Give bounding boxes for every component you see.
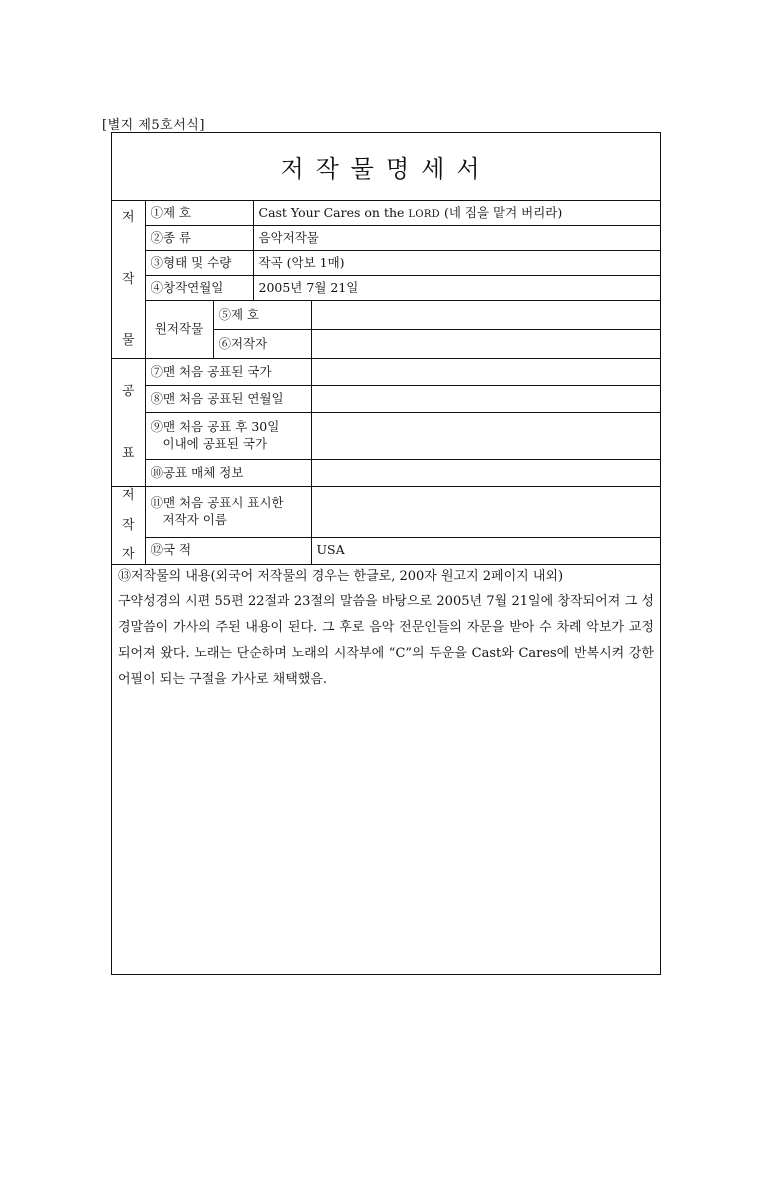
- form-quantity-value: 작곡 (악보 1매): [253, 251, 660, 276]
- title-value: Cast Your Cares on the LORD (네 짐을 맡겨 버리라): [253, 201, 660, 226]
- publication-within30-label: ⑨맨 처음 공표 후 30일 이내에 공표된 국가: [145, 413, 311, 460]
- title-label: ①제 호: [145, 201, 253, 226]
- original-author-value: [311, 330, 660, 359]
- original-work-label: 원저작물: [145, 301, 213, 359]
- work-description-form: [111, 132, 661, 975]
- table-row: [112, 359, 660, 386]
- form-title: 저작물명세서: [112, 133, 660, 201]
- table-row: [112, 201, 660, 226]
- content-heading: ⑬저작물의 내용(외국어 저작물의 경우는 한글로, 200자 원고지 2페이지 내외): [118, 569, 564, 584]
- publication-date-label: ⑧맨 처음 공표된 연월일: [145, 386, 311, 413]
- author-name-value: [311, 487, 660, 538]
- creation-date-value: 2005년 7월 21일: [253, 276, 660, 301]
- table-row: [112, 460, 660, 487]
- nationality-value: USA: [311, 537, 660, 564]
- publication-media-label: ⑩공표 매체 정보: [145, 460, 311, 487]
- form-number-label: [별지 제5호서식]: [102, 118, 205, 133]
- table-row: [112, 251, 660, 276]
- table-row: [112, 413, 660, 460]
- original-title-label: ⑤제 호: [213, 301, 311, 330]
- table-row: [112, 226, 660, 251]
- form-quantity-label: ③형태 및 수량: [145, 251, 253, 276]
- publication-country-value: [311, 359, 660, 386]
- table-row: [112, 276, 660, 301]
- publication-media-value: [311, 460, 660, 487]
- table-row: [112, 386, 660, 413]
- table-row: [112, 487, 660, 538]
- content-section: [118, 567, 654, 693]
- author-name-label: ⑪맨 처음 공표시 표시한 저작자 이름: [145, 487, 311, 538]
- table-row: [112, 537, 660, 564]
- original-author-label: ⑥저작자: [213, 330, 311, 359]
- section-publication-header: 공 표: [112, 359, 145, 487]
- nationality-label: ⑫국 적: [145, 537, 311, 564]
- kind-value: 음악저작물: [253, 226, 660, 251]
- publication-date-value: [311, 386, 660, 413]
- form-table: [112, 200, 660, 565]
- section-work-header: 저 작 물: [112, 201, 145, 359]
- section-author-header: 저 작 자: [112, 487, 145, 565]
- original-title-value: [311, 301, 660, 330]
- creation-date-label: ④창작연월일: [145, 276, 253, 301]
- kind-label: ②종 류: [145, 226, 253, 251]
- content-text: 구약성경의 시편 55편 22절과 23절의 말씀을 바탕으로 2005년 7월 21일에 창작되어져 그 성경말씀이 가사의 주된 내용이 된다. 그 후로 음악 전문인들의 자문을 받아 수 차례 악보가 교정되어져 왔다. 노래는 단순하며 노래의 시작부에 “C”의 두운을 Cast와 Cares에 반복시켜 강한 어필이 되는 구절을 가사로 채택했음.: [118, 594, 654, 687]
- publication-within30-value: [311, 413, 660, 460]
- publication-country-label: ⑦맨 처음 공표된 국가: [145, 359, 311, 386]
- table-row: [112, 301, 660, 330]
